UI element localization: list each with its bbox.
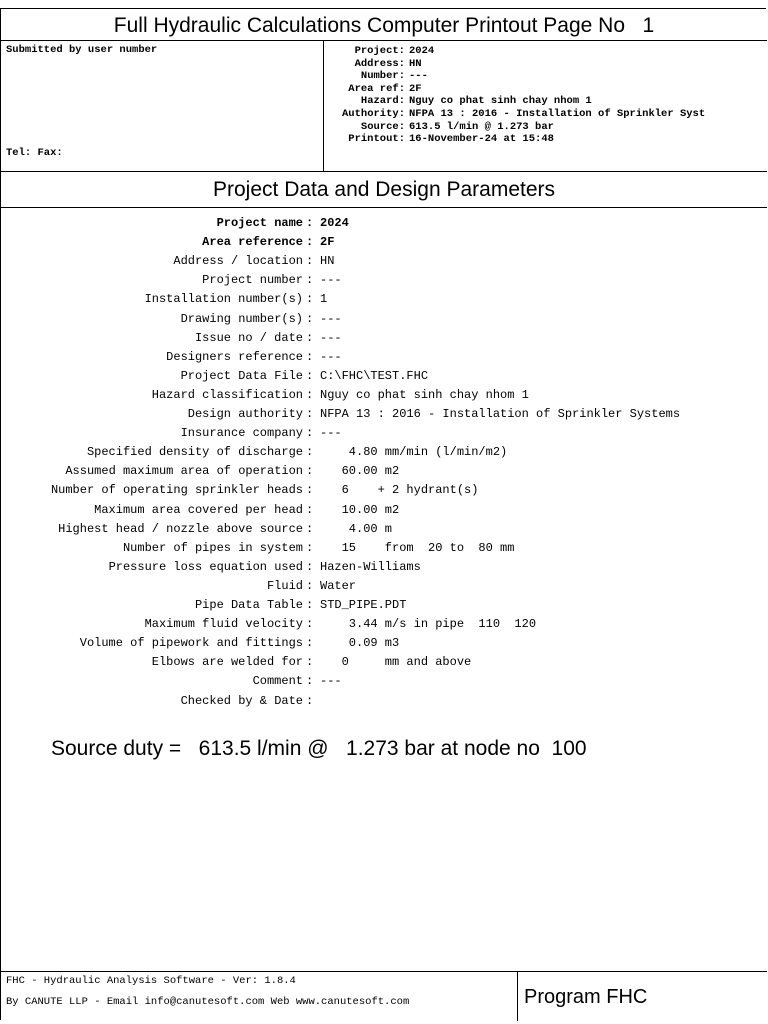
parameter-value: 4.80 mm/min (l/min/m2) — [320, 445, 508, 460]
parameter-label: Drawing number(s) — [180, 311, 303, 326]
program-box — [518, 972, 767, 1021]
parameter-label: Project name — [216, 216, 303, 230]
parameter-colon: : — [306, 216, 314, 230]
parameter-colon: : — [306, 368, 314, 383]
parameter-label: Maximum fluid velocity — [144, 617, 303, 632]
parameter-colon: : — [306, 292, 314, 307]
parameter-label: Checked by & Date — [180, 693, 303, 708]
parameter-value: 60.00 m2 — [320, 464, 400, 479]
parameter-label: Designers reference — [166, 349, 303, 364]
parameter-colon: : — [306, 636, 314, 651]
header-field-value: 2024 — [409, 45, 435, 57]
parameter-value: 10.00 m2 — [320, 502, 400, 517]
printout-page — [0, 8, 766, 1020]
parameter-value: --- — [320, 426, 342, 441]
parameter-value: --- — [320, 273, 342, 288]
parameter-colon: : — [306, 559, 314, 574]
parameter-label: Maximum area covered per head — [94, 502, 303, 517]
parameter-label: Number of operating sprinkler heads — [50, 483, 303, 498]
header-field-label: Project: — [354, 45, 405, 57]
parameter-colon: : — [306, 235, 314, 250]
parameter-value: Water — [320, 578, 357, 593]
parameter-label: Design authority — [187, 407, 303, 421]
parameter-colon: : — [306, 483, 314, 498]
header-field-value: 2F — [409, 82, 422, 95]
parameter-colon: : — [306, 693, 314, 708]
vendor-contact: By CANUTE LLP - Email info@canutesoft.com Web www.canutesoft.com — [6, 996, 410, 1008]
header-field-label: Hazard: — [360, 95, 405, 108]
parameter-colon: : — [306, 426, 314, 441]
parameter-colon: : — [306, 387, 314, 402]
header-field-value: Nguy co phat sinh chay nhom 1 — [409, 95, 592, 108]
header-field-label: Address: — [354, 57, 405, 70]
tel-fax: Tel: Fax: — [6, 147, 63, 159]
parameter-label: Insurance company — [180, 426, 303, 441]
parameter-label: Volume of pipework and fittings — [79, 636, 303, 651]
parameter-value: 1 — [320, 292, 328, 307]
parameter-label: Area reference — [202, 235, 303, 250]
parameter-label: Address / location — [173, 254, 303, 269]
parameter-colon: : — [306, 655, 314, 670]
header-field-label: Area ref: — [348, 82, 405, 95]
header-field-label: Source: — [360, 120, 405, 133]
parameter-colon: : — [306, 464, 314, 479]
submitter-panel — [1, 41, 324, 171]
parameter-value: HN — [320, 254, 335, 269]
parameter-value: NFPA 13 : 2016 - Installation of Sprinkler Systems — [320, 407, 681, 421]
parameter-colon: : — [306, 254, 314, 269]
header-field-value: 16-November-24 at 15:48 — [409, 133, 554, 146]
parameter-value: --- — [320, 311, 342, 326]
parameter-label: Highest head / nozzle above source — [58, 521, 303, 536]
parameter-label: Hazard classification — [151, 387, 303, 402]
header-field-value: HN — [409, 57, 422, 70]
parameter-colon: : — [306, 674, 314, 689]
parameter-value: C:\FHC\TEST.FHC — [320, 368, 429, 383]
submitted-by: Submitted by user number — [6, 44, 158, 56]
parameter-value: --- — [320, 349, 342, 364]
page-title: Full Hydraulic Calculations Computer Printout Page No 1 — [1, 9, 767, 41]
header-field-label: Authority: — [341, 108, 405, 120]
parameter-colon: : — [306, 502, 314, 517]
parameter-label: Project number — [202, 273, 303, 288]
parameter-value: --- — [320, 674, 342, 689]
parameter-label: Comment — [252, 674, 303, 689]
parameter-value: 15 from 20 to 80 mm — [320, 540, 515, 555]
footer-credits — [1, 972, 518, 1021]
parameter-label: Project Data File — [180, 368, 303, 383]
footer — [1, 971, 767, 1021]
parameter-colon: : — [306, 311, 314, 326]
parameter-colon: : — [306, 578, 314, 593]
parameter-value: STD_PIPE.PDT — [320, 598, 407, 612]
parameter-value: Nguy co phat sinh chay nhom 1 — [320, 387, 529, 402]
parameter-value: 4.00 m — [320, 521, 393, 536]
parameter-label: Installation number(s) — [144, 292, 303, 307]
parameter-colon: : — [306, 349, 314, 364]
parameter-label: Number of pipes in system — [122, 540, 303, 555]
parameter-colon: : — [306, 617, 314, 632]
parameter-label: Elbows are welded for — [151, 655, 303, 670]
parameter-value: 0.09 m3 — [320, 636, 400, 651]
program-name: Program FHC — [524, 986, 648, 1008]
parameter-label: Pipe Data Table — [194, 598, 303, 612]
header-field-value: --- — [409, 70, 428, 83]
parameter-label: Assumed maximum area of operation — [65, 464, 303, 479]
parameter-colon: : — [306, 330, 314, 345]
software-version: FHC - Hydraulic Analysis Software - Ver: 1.8.4 — [6, 975, 296, 987]
header-field-value: NFPA 13 : 2016 - Installation of Sprinkler Syst — [409, 108, 706, 120]
header-field-value: 613.5 l/min @ 1.273 bar — [409, 120, 554, 133]
section-title: Project Data and Design Parameters — [1, 172, 767, 208]
parameter-value: --- — [320, 330, 342, 345]
parameter-label: Fluid — [266, 578, 303, 593]
parameter-value: Hazen-Williams — [320, 559, 421, 574]
parameter-colon: : — [306, 540, 314, 555]
parameter-colon: : — [306, 407, 314, 421]
parameter-colon: : — [306, 273, 314, 288]
parameter-value: 3.44 m/s in pipe 110 120 — [320, 617, 537, 632]
parameter-colon: : — [306, 598, 314, 612]
parameter-label: Specified density of discharge — [86, 445, 303, 460]
header-field-label: Number: — [360, 70, 405, 83]
parameter-colon: : — [306, 521, 314, 536]
parameter-value: 6 + 2 hydrant(s) — [320, 483, 479, 498]
header-block — [1, 41, 767, 172]
parameter-value: 0 mm and above — [320, 655, 472, 670]
source-duty: Source duty = 613.5 l/min @ 1.273 bar at node no 100 — [51, 737, 587, 760]
parameter-label: Pressure loss equation used — [108, 559, 303, 574]
header-field-label: Printout: — [348, 133, 405, 146]
project-summary-panel — [324, 41, 767, 171]
parameter-value: 2F — [320, 235, 335, 250]
parameter-label: Issue no / date — [194, 330, 303, 345]
parameter-colon: : — [306, 445, 314, 460]
parameter-value: 2024 — [320, 216, 349, 230]
